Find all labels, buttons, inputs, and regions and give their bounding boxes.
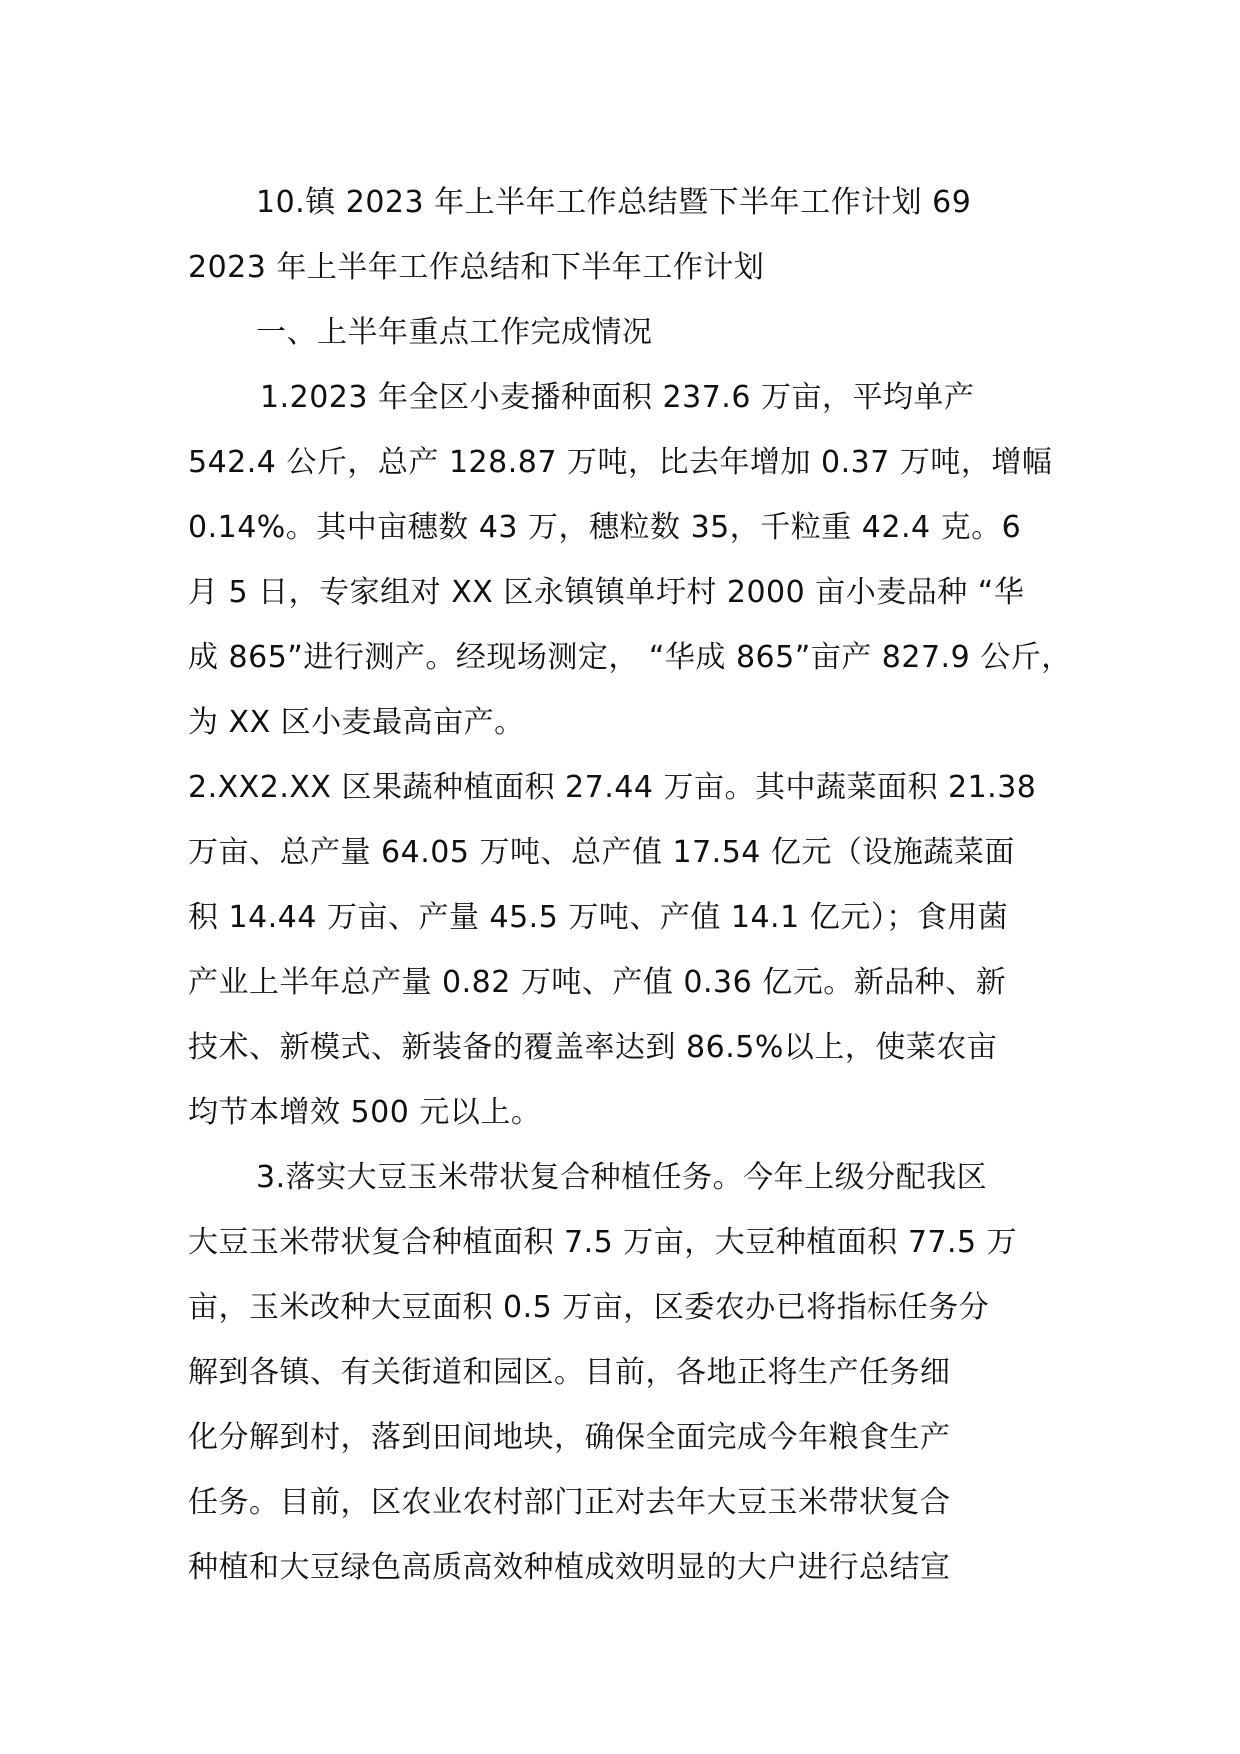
section-heading: 一、上半年重点工作完成情况 xyxy=(256,315,653,350)
paragraph-line: 万亩、总产量 64.05 万吨、总产值 17.54 亿元（设施蔬菜面 xyxy=(188,835,1015,870)
paragraph-line: 0.14%。其中亩穗数 43 万，穗粒数 35，千粒重 42.4 克。6 xyxy=(188,510,1022,545)
paragraph-line: 为 XX 区小麦最高亩产。 xyxy=(188,705,525,740)
paragraph-line: 2.XX2.XX 区果蔬种植面积 27.44 万亩。其中蔬菜面积 21.38 xyxy=(188,770,1037,805)
paragraph-line: 亩，玉米改种大豆面积 0.5 万亩，区委农办已将指标任务分 xyxy=(188,1290,990,1325)
paragraph-line: 技术、新模式、新装备的覆盖率达到 86.5%以上，使菜农亩 xyxy=(188,1030,998,1065)
document-heading: 10.镇 2023 年上半年工作总结暨下半年工作计划 69 xyxy=(256,185,972,220)
paragraph-line: 1.2023 年全区小麦播种面积 237.6 万亩，平均单产 xyxy=(260,380,975,415)
paragraph-line: 任务。目前，区农业农村部门正对去年大豆玉米带状复合 xyxy=(188,1485,951,1520)
paragraph-line: 均节本增效 500 元以上。 xyxy=(188,1095,542,1130)
paragraph-line: 542.4 公斤，总产 128.87 万吨，比去年增加 0.37 万吨，增幅 xyxy=(188,445,1053,480)
paragraph-line: 成 865”进行测产。经现场测定， “华成 865”亩产 827.9 公斤， xyxy=(188,640,1072,675)
paragraph-line: 产业上半年总产量 0.82 万吨、产值 0.36 亿元。新品种、新 xyxy=(188,965,1007,1000)
document-body xyxy=(188,170,1072,1600)
paragraph-line: 3.落实大豆玉米带状复合种植任务。今年上级分配我区 xyxy=(256,1160,988,1195)
paragraph-line: 种植和大豆绿色高质高效种植成效明显的大户进行总结宣 xyxy=(188,1550,951,1585)
paragraph-line: 月 5 日，专家组对 XX 区永镇镇单圩村 2000 亩小麦品种 “华 xyxy=(188,575,1025,610)
paragraph-line: 解到各镇、有关街道和园区。目前，各地正将生产任务细 xyxy=(188,1355,951,1390)
paragraph-line: 积 14.44 万亩、产量 45.5 万吨、产值 14.1 亿元）；食用菌 xyxy=(188,900,1009,935)
paragraph-line: 大豆玉米带状复合种植面积 7.5 万亩，大豆种植面积 77.5 万 xyxy=(188,1225,1018,1260)
document-title: 2023 年上半年工作总结和下半年工作计划 xyxy=(188,250,765,285)
paragraph-line: 化分解到村，落到田间地块，确保全面完成今年粮食生产 xyxy=(188,1420,951,1455)
